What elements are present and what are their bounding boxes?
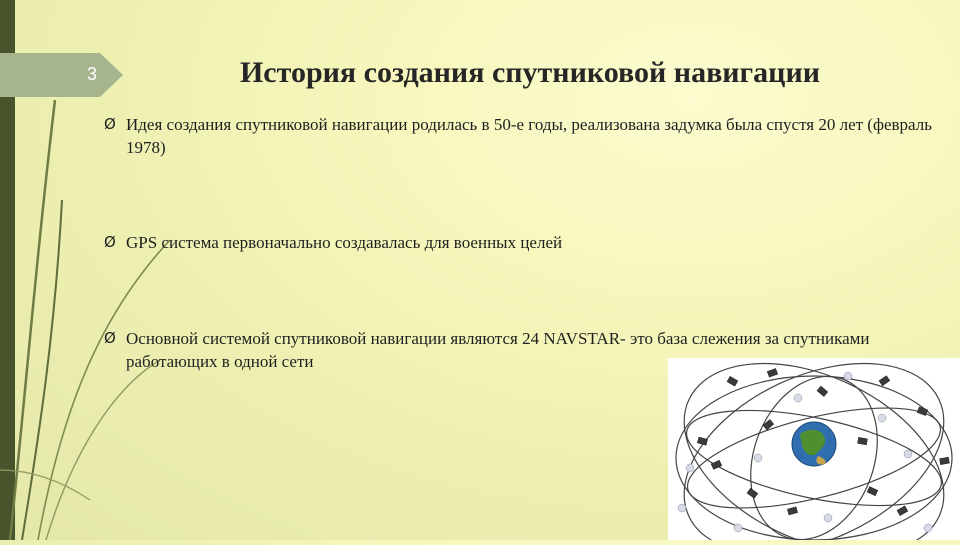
arrow-bullet-icon: Ø: [104, 115, 116, 133]
satellite-orbit-globe-image: [668, 358, 960, 540]
bullet-item: [104, 231, 934, 254]
bullet-text: Основной системой спутниковой навигации являются 24 NAVSTAR- это база слежения за спутниками работающих в одной сети: [126, 329, 870, 371]
arrow-bullet-icon: Ø: [104, 233, 116, 251]
arrow-bullet-icon: Ø: [104, 329, 116, 347]
satellite-orbit-image: [668, 358, 960, 540]
bullet-item: [104, 113, 934, 159]
bullet-text: GPS система первоначально создавалась для военных целей: [126, 233, 563, 252]
bullet-text: Идея создания спутниковой навигации родилась в 50-е годы, реализована задумка была спустя 20 лет (февраль 1978): [126, 115, 932, 157]
slide-number: 3: [86, 64, 97, 84]
slide-title: История создания спутниковой навигации: [239, 56, 821, 89]
